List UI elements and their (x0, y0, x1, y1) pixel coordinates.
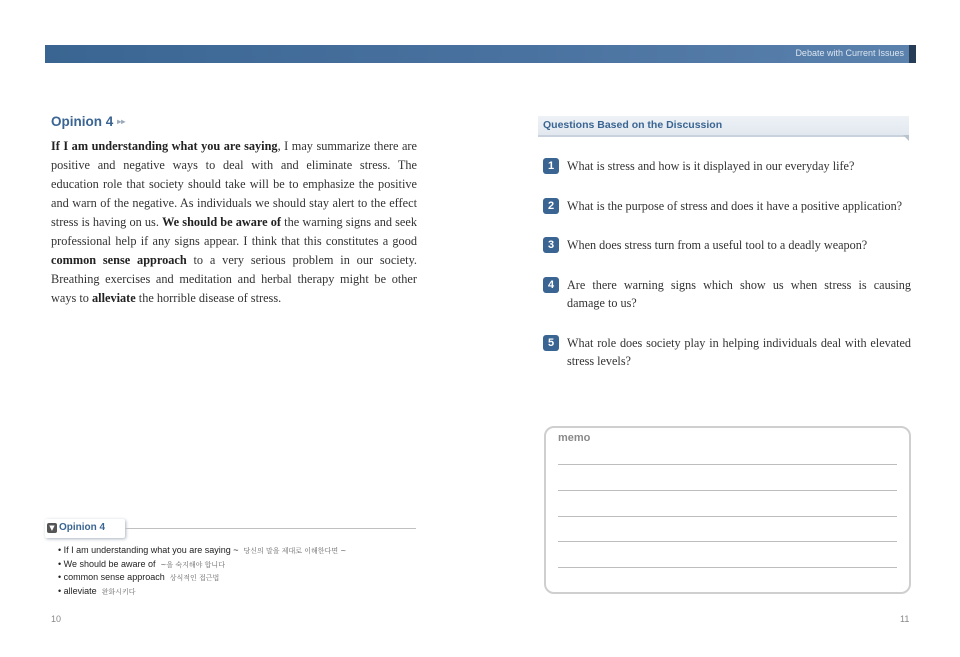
question-item (543, 334, 911, 370)
vocab-translation: 당신의 말을 제대로 이해한다면 ~ (243, 547, 347, 555)
question-number-badge: 4 (543, 277, 559, 293)
header-title: Debate with Current Issues (795, 48, 904, 58)
page-number-left: 10 (51, 614, 62, 624)
opinion-title-text: Opinion 4 (51, 114, 114, 129)
vocab-term: We should be aware of (63, 558, 156, 569)
question-item (543, 157, 911, 175)
vocab-divider (125, 528, 416, 529)
key-phrase: We should be aware of (162, 215, 282, 229)
memo-line (558, 490, 897, 491)
vocab-title: Opinion 4 (59, 522, 106, 533)
vocab-item (58, 571, 346, 585)
chevron-down-icon: ▼ (47, 523, 57, 533)
bullet-icon: • (58, 572, 64, 583)
bullet-icon: • (58, 545, 64, 555)
question-number-badge: 1 (543, 158, 559, 174)
question-number-badge: 5 (543, 335, 559, 351)
page-number-right: 11 (900, 614, 910, 624)
double-arrow-icon: ▸▸ (117, 117, 126, 126)
paragraph-text: , I may summarize there are positive and negative ways to deal with and eliminate stress. The education role that society should take will be to emphasize the positive and warn of the negative. As individuals we should stay alert to the effect stress is having on us. (51, 139, 417, 229)
vocab-tab (45, 519, 125, 538)
memo-line (558, 464, 897, 465)
vocab-item (58, 558, 346, 572)
vocab-translation: ~을 숙지해야 합니다 (160, 560, 225, 569)
vocab-term: alleviate (63, 585, 97, 596)
memo-line (558, 567, 897, 568)
header-fold-corner (903, 135, 909, 141)
key-phrase: If I am understanding what you are saying (51, 139, 278, 153)
opinion-title (51, 114, 125, 129)
question-text: What is stress and how is it displayed in our everyday life? (567, 159, 855, 173)
paragraph-text: the horrible disease of stress. (135, 291, 282, 305)
key-phrase: common sense approach (51, 253, 187, 267)
questions-header-text: Questions Based on the Discussion (543, 119, 723, 131)
key-phrase: alleviate (92, 291, 136, 305)
vocab-list (58, 544, 346, 598)
paragraph-text: the warning signs and seek professional help if any signs appear. I think that this constitutes a good (51, 215, 417, 248)
vocab-translation: 완화시키다 (101, 587, 136, 596)
memo-line (558, 516, 897, 517)
question-item (543, 236, 911, 254)
bullet-icon: • (58, 585, 64, 596)
opinion-paragraph (51, 137, 417, 308)
vocab-translation: 상식적인 접근법 (169, 574, 220, 583)
bullet-icon: • (58, 558, 64, 569)
memo-label: memo (558, 432, 591, 444)
question-text: What role does society play in helping individuals deal with elevated stress levels? (567, 336, 911, 368)
paragraph-text: to a very serious problem in our society. Breathing exercises and meditation and herbal therapy might be other ways to (51, 253, 417, 305)
question-text: What is the purpose of stress and does it have a positive application? (567, 199, 903, 213)
memo-box[interactable] (544, 426, 911, 594)
question-text: When does stress turn from a useful tool to a deadly weapon? (567, 238, 868, 252)
vocab-term: common sense approach (63, 572, 165, 583)
question-item (543, 276, 911, 312)
header-bar-cap (909, 45, 916, 63)
question-text: Are there warning signs which show us when stress is causing damage to us? (567, 278, 911, 310)
question-number-badge: 3 (543, 237, 559, 253)
vocab-item (58, 585, 346, 599)
vocab-term: If I am understanding what you are saying ~ (63, 545, 239, 555)
header-bar (45, 45, 916, 63)
question-number-badge: 2 (543, 198, 559, 214)
vocab-item (58, 544, 346, 558)
question-item (543, 197, 911, 215)
questions-header (538, 116, 909, 137)
memo-line (558, 541, 897, 542)
